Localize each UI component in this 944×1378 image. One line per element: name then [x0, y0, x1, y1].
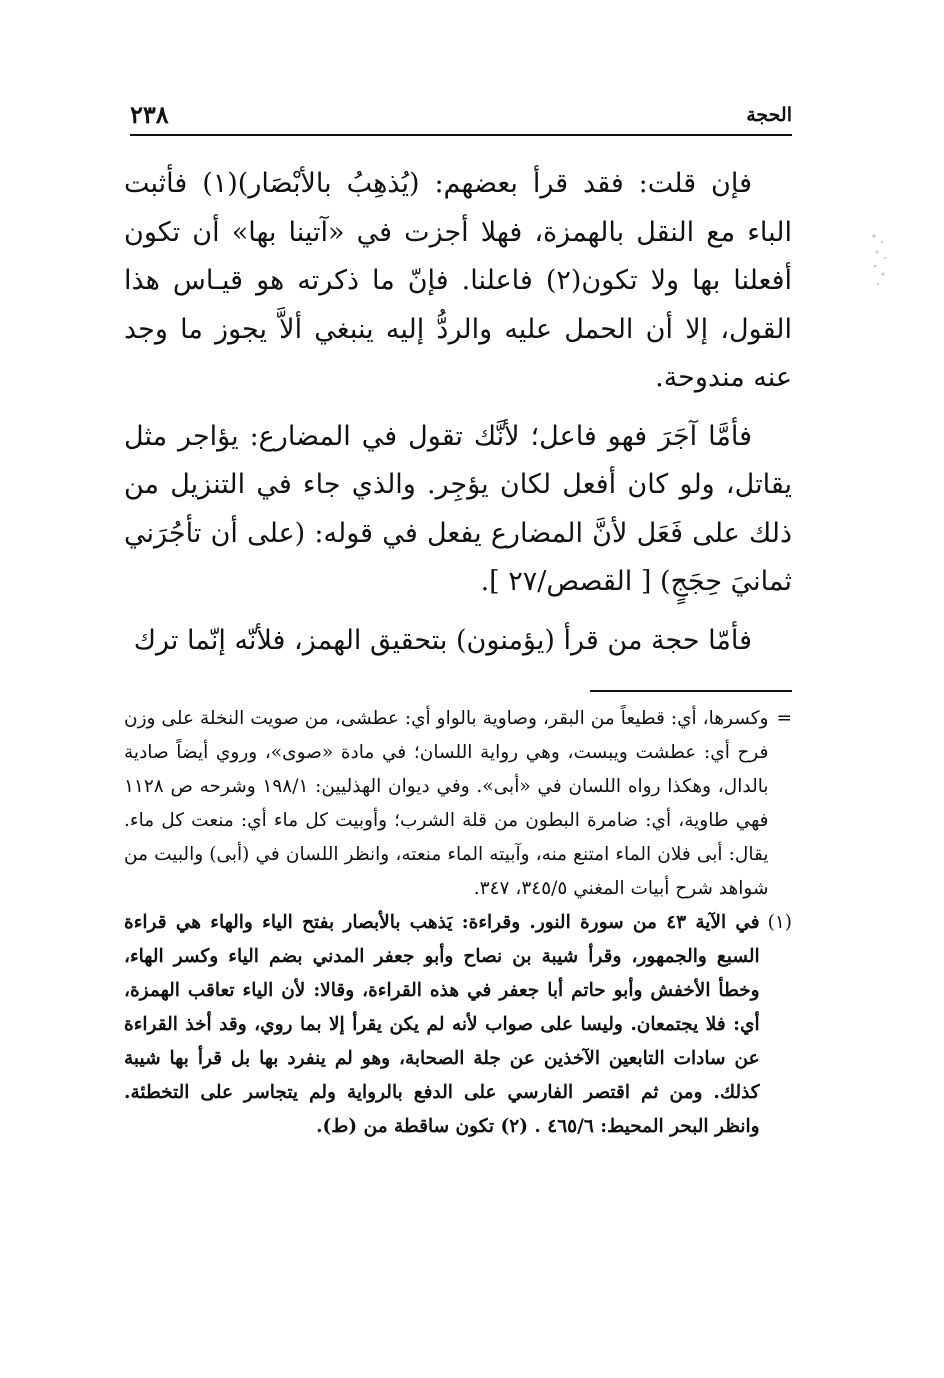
running-title: الحجة	[746, 104, 792, 126]
main-text	[124, 160, 792, 665]
continuation-marker: =	[776, 708, 792, 729]
footnote-1	[124, 906, 792, 1144]
footnote-continuation	[124, 702, 792, 906]
footnotes	[124, 702, 792, 1144]
continuation-text: وكسرها، أي: قطيعاً من البقر، وصاوية بالواو أي: عطشى، من صويت النخلة على وزن فرح أي: عطشت ويبست، وهي رواية اللسان؛ في مادة «صوى»، وروي أيضاً صادية بالدال، وهكذا رواه اللسان في «أبى». وفي ديوان الهذليين: ١٩٨/١ وشرحه ص ١١٢٨ فهي طاوية، أي: ضامرة البطون من قلة الشرب؛ وأوبيت كل ماء أي: منعت كل ماء. يقال: أبى فلان الماء امتنع منه، وآبيته الماء منعته، وانظر اللسان في (أبى) والبيت من شواهد شرح أبيات المغني ٣٤٥/٥، ٣٤٧.	[124, 708, 769, 899]
footnote-1-text: في الآية ٤٣ من سورة النور. وقراءة: يَذهب بالأبصار بفتح الياء والهاء هي قراءة السبع والجمهور، وقرأ شيبة بن نصاح وأبو جعفر المدني بضم الياء وكسر الهاء، وخطأ الأخفش وأبو حاتم أبا جعفر في هذه القراءة، وقالا: لأن الياء تعاقب الهمزة، أي: فلا يجتمعان. وليسا على صواب لأنه لم يكن يقرأ إلا بما روي، وقد أخذ القراءة عن سادات التابعين الآخذين عن جلة الصحابة، وهو لم ينفرد بها بل قرأ بها شيبة كذلك. ومن ثم اقتصر الفارسي على الدفع بالرواية ولم يتجاسر على التخطئة. وانظر البحر المحيط: ٤٦٥/٦ . (٢) تكون ساقطة من (ط).	[124, 912, 760, 1137]
footnote-1-marker: (١)	[767, 912, 792, 933]
page-header	[130, 100, 792, 136]
scan-artifact-icon	[868, 230, 892, 290]
paragraph-2: فأمَّا آجَرَ فهو فاعل؛ لأنَّك تقول في المضارع: يؤاجر مثل يقاتل، ولو كان أفعل لكان يؤجِر. والذي جاء في التنزيل من ذلك على فَعَل لأنَّ المضارع يفعل في قوله: (على أن تأجُرَني ثمانيَ حِجَجٍ) [ القصص/٢٧ ].	[124, 420, 792, 597]
paragraph-1: فإن قلت: فقد قرأ بعضهم: (يُذهِبُ بالأبْصَار)(١) فأثبت الباء مع النقل بالهمزة، فهلا أجزت في «آتينا بها» أن تكون أفعلنا بها ولا تكون(٢) فاعلنا. فإنّ ما ذكرته هو قيـاس هذا القول، إلا أن الحمل عليه والردُّ إليه ينبغي ألاَّ يجوز ما وجد عنه مندوحة.	[124, 168, 792, 393]
paragraph-3: فأمّا حجة من قرأ (يؤمنون) بتحقيق الهمز، فلأنّه إنّما ترك	[133, 624, 752, 656]
page-number: ٢٣٨	[130, 100, 169, 129]
footnote-separator	[590, 690, 792, 692]
